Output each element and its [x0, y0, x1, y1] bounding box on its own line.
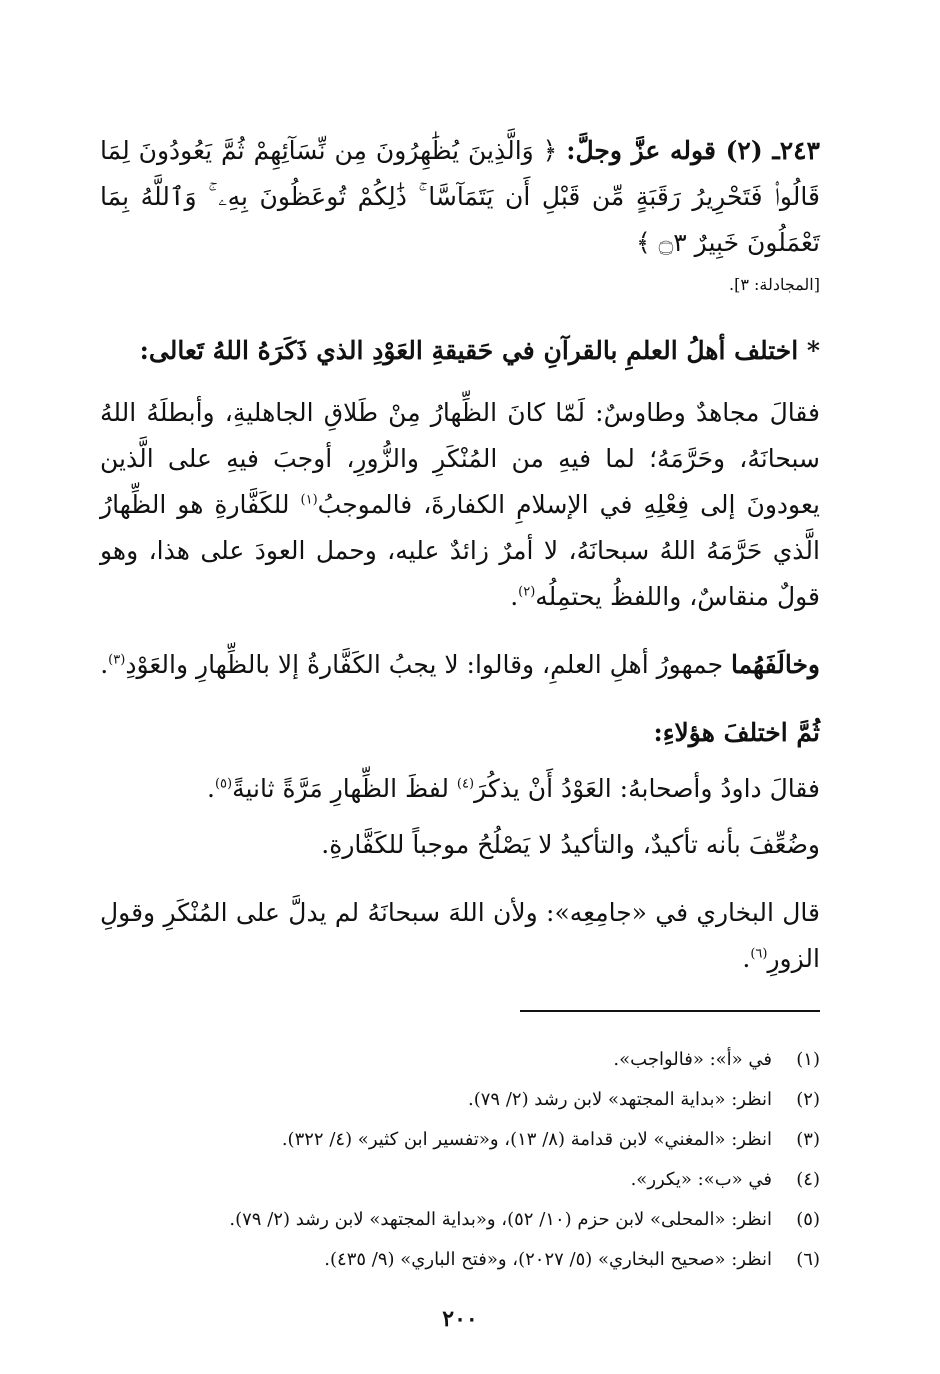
footnote-3	[100, 1120, 820, 1160]
p4-text-b: لفظَ الظِّهارِ مَرَّةً ثانيةً	[232, 774, 457, 803]
footnote-2	[100, 1080, 820, 1120]
footnote-ref-6: (٦)	[750, 946, 768, 962]
entry-lead: ٢٤٣ـ (٢) قوله عزَّ وجلَّ:	[566, 136, 820, 165]
footnote-text: انظر: «المغني» لابن قدامة (٨/ ١٣)، و«تفسير ابن كثير» (٤/ ٣٢٢).	[281, 1129, 772, 1150]
footnote-ref-5: (٥)	[214, 776, 233, 792]
p1-text-b: للكَفَّارةِ هو الظِّهارُ الَّذي حَرَّمَهُ اللهُ سبحانَهُ، لا أمرٌ زائدٌ عليه، وحمل العودَ على هذا، وهو قولٌ منقاسٌ، واللفظُ يحتمِلُه	[100, 490, 820, 611]
footnote-ref-3: (٣)	[108, 652, 126, 668]
paragraph-6	[100, 890, 820, 982]
verse-reference: [المجادلة: ٣].	[729, 275, 820, 294]
p2-lead: وخالَفَهُما	[730, 650, 820, 679]
p6-text: قال البخاري في «جامِعِه»: ولأن اللهَ سبحانَهُ لم يدلَّ على المُنْكَرِ وقولِ الزورِ	[100, 898, 820, 973]
footnote-number: (٤)	[796, 1169, 820, 1190]
footnote-1	[100, 1040, 820, 1080]
footnote-ref-2: (٢)	[518, 584, 536, 600]
footnote-5	[100, 1200, 820, 1240]
p2-text: جمهورُ أهلِ العلمِ، وقالوا: لا يجبُ الكَفَّارةُ إلا بالظِّهارِ والعَوْدِ	[125, 650, 731, 679]
footnote-number: (١)	[796, 1049, 820, 1070]
page	[100, 128, 820, 1358]
paragraph-5: وضُعِّفَ بأنه تأكيدٌ، والتأكيدُ لا يَصْلُحُ موجباً للكَفَّارةِ.	[321, 830, 820, 859]
paragraph-1	[100, 390, 820, 620]
p4-end: .	[206, 774, 215, 803]
footnote-text: انظر: «بداية المجتهد» لابن رشد (٢/ ٧٩).	[468, 1089, 772, 1110]
footnote-text: في «ب»: «يكرر».	[630, 1169, 772, 1190]
p6-end: .	[742, 944, 751, 973]
footnote-divider	[520, 1010, 820, 1012]
footnote-ref-1: (١)	[300, 492, 318, 508]
footnote-number: (٥)	[796, 1209, 820, 1230]
p2-end: .	[100, 650, 109, 679]
footnote-4	[100, 1160, 820, 1200]
page-number: ٢٠٠	[442, 1306, 478, 1332]
footnote-text: انظر: «صحيح البخاري» (٥/ ٢٠٢٧)، و«فتح الباري» (٩/ ٤٣٥).	[324, 1249, 772, 1270]
paragraph-2	[100, 642, 820, 688]
footnotes	[100, 1040, 820, 1280]
footnote-text: في «أ»: «فالواجب».	[613, 1049, 772, 1070]
paragraph-4	[100, 766, 820, 812]
footnote-number: (٣)	[796, 1129, 820, 1150]
p1-end: .	[510, 582, 519, 611]
footnote-number: (٢)	[796, 1089, 820, 1110]
paragraph-3: ثُمَّ اختلفَ هؤلاءِ:	[653, 718, 820, 747]
footnote-text: انظر: «المحلى» لابن حزم (١٠/ ٥٢)، و«بداية المجتهد» لابن رشد (٢/ ٧٩).	[229, 1209, 772, 1230]
footnote-number: (٦)	[796, 1249, 820, 1270]
section-heading: * اختلف أهلُ العلمِ بالقرآنِ في حَقيقةِ العَوْدِ الذي ذَكَرَهُ اللهُ تَعالى:	[139, 336, 820, 365]
footnote-6	[100, 1240, 820, 1280]
quran-verse: ﴿ وَالَّذِينَ يُظَٰهِرُونَ مِن نِّسَآئِهِمْ ثُمَّ يَعُودُونَ لِمَا قَالُوا۟ فَتَحْرِيرُ رَقَبَةٍ مِّن قَبْلِ أَن يَتَمَآسَّا ۚ ذَٰلِكُمْ تُوعَظُونَ بِهِۦ ۚ وَٱللَّهُ بِمَا تَعْمَلُونَ خَبِيرٌ ۝٣ ﴾	[100, 136, 820, 257]
p1-text-a: فقالَ مجاهدٌ وطاوسٌ: لَمّا كانَ الظِّهارُ مِنْ طَلاقِ الجاهليةِ، وأبطلَهُ اللهُ سبحانَهُ، وحَرَّمَهُ؛ لما فيهِ من المُنْكَرِ والزُّورِ، أوجبَ فيهِ على الَّذين يعودونَ إلى فِعْلِهِ في الإسلامِ الكفارةَ، فالموجبُ	[100, 398, 820, 519]
quran-entry	[100, 128, 820, 266]
footnote-ref-4: (٤)	[456, 776, 475, 792]
p4-text-a: فقالَ داودُ وأصحابهُ: العَوْدُ أَنْ يذكُرَ	[474, 774, 820, 803]
